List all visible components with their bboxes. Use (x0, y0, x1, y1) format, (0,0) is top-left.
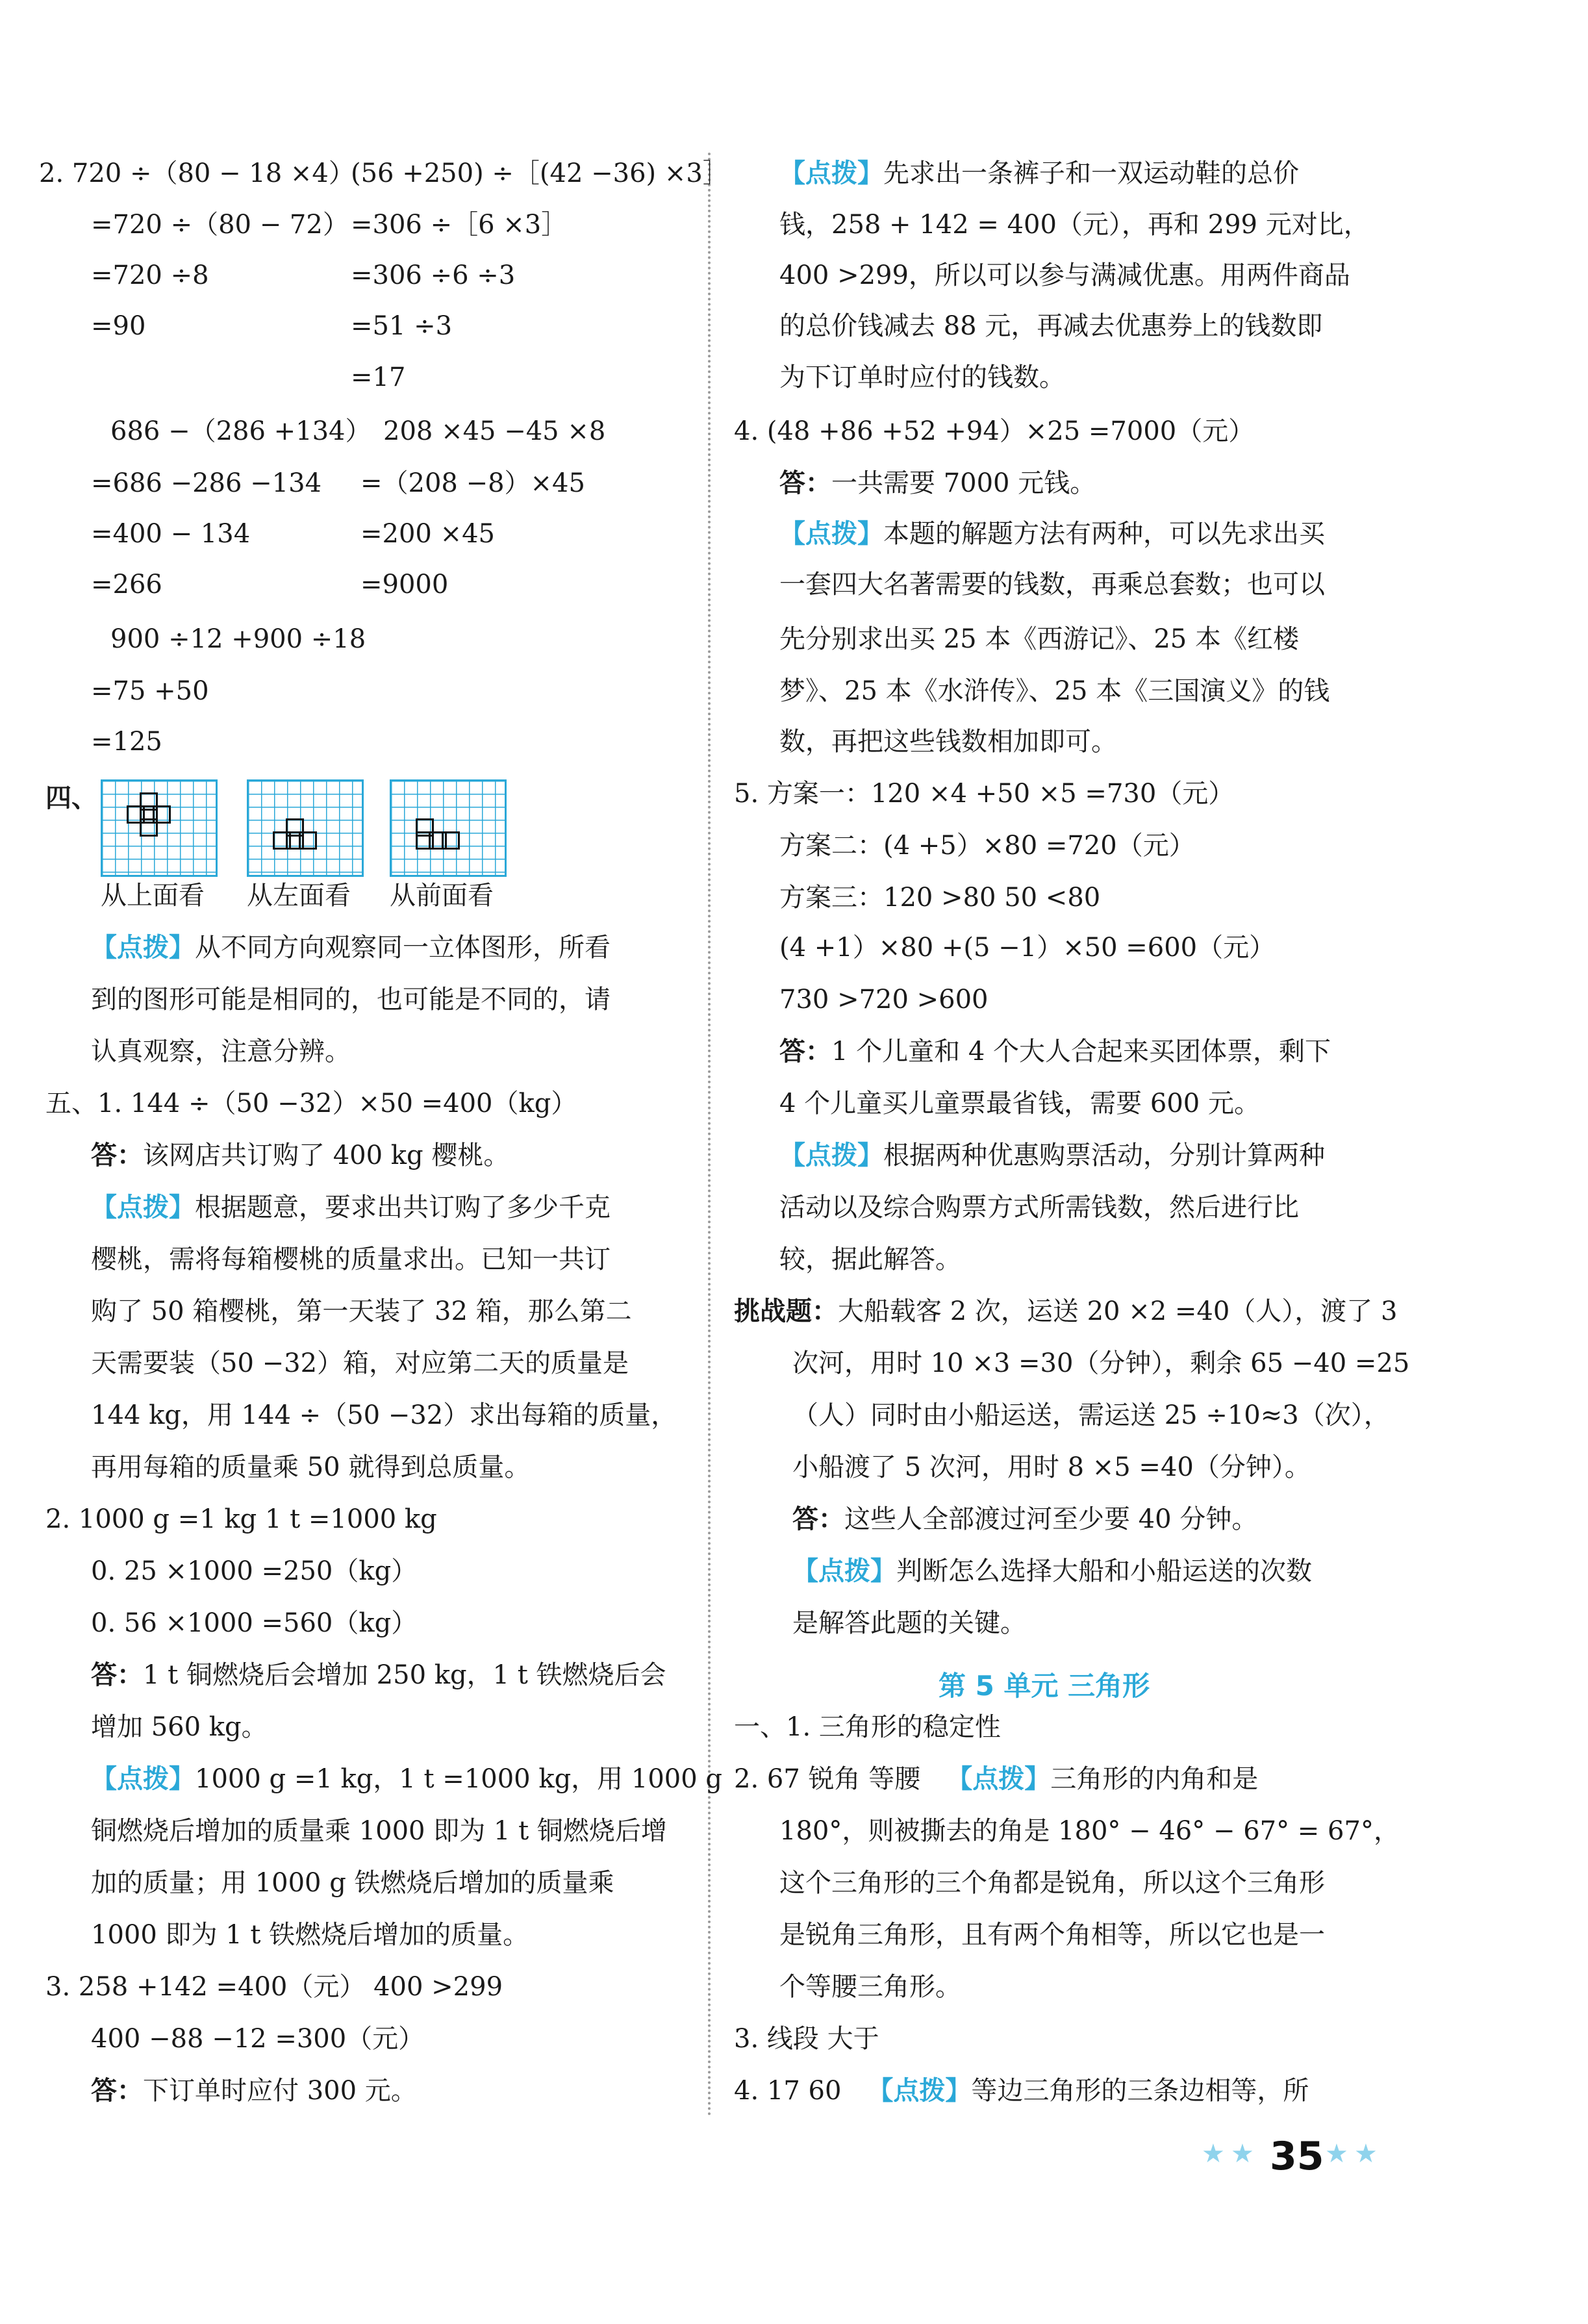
answer-label: 答： (91, 2075, 143, 2106)
answer-text: 1 t 铜燃烧后会增加 250 kg，1 t 铁燃烧后会 (143, 1660, 666, 1690)
step: =17 (351, 362, 406, 392)
answer-label: 答： (779, 1036, 831, 1067)
step: =686 −286 −134 (91, 468, 322, 498)
answer-text: 该网店共订购了 400 kg 樱桃。 (143, 1141, 510, 1170)
tip-text: 从不同方向观察同一立体图形，所看 (195, 933, 611, 963)
q5-5-step: 方案二：(4 +5）×80 =720（元） (779, 831, 1195, 861)
q5-3-step: 400 −88 −12 =300（元） (91, 2024, 425, 2054)
view-caption-front: 从前面看 (390, 881, 494, 911)
tip-4 (91, 932, 611, 963)
answer-text: 下订单时应付 300 元。 (143, 2076, 417, 2106)
answer-label: 答： (779, 468, 831, 498)
tip-text: 本题的解题方法有两种，可以先求出买 (883, 519, 1325, 549)
answer-5-1 (91, 1140, 509, 1171)
challenge (734, 1296, 1397, 1327)
tip-5-1 (91, 1192, 611, 1223)
tip-text: 是解答此题的关键。 (792, 1608, 1026, 1638)
q5-2-step: 0. 25 ×1000 =250（kg） (91, 1556, 418, 1586)
step: =400 − 134 (91, 519, 251, 549)
step: =720 ÷8 (91, 260, 209, 290)
expr: 208 ×45 −45 ×8 (383, 416, 606, 446)
answer-5-4 (779, 468, 1096, 499)
tip-text: 判断怎么选择大船和小船运送的次数 (896, 1556, 1312, 1586)
expr: 686 −（286 +134） (110, 416, 372, 446)
q5-2: 2. 1000 g =1 kg 1 t =1000 kg (45, 1504, 437, 1534)
step: =720 ÷（80 − 72） (91, 210, 349, 240)
tip-text: 先分别求出买 25 本《西游记》、25 本《红楼 (779, 624, 1299, 654)
answer-text: 4 个儿童买儿童票最省钱，需要 600 元。 (779, 1089, 1260, 1118)
step: =51 ÷3 (351, 311, 453, 341)
tip-text: 个等腰三角形。 (779, 1972, 961, 2002)
step: =9000 (360, 570, 449, 600)
unit5-q4 (734, 2075, 1309, 2106)
q5-4: 4. (48 +86 +52 +94）×25 =7000（元） (734, 416, 1255, 446)
tip-text: 天需要装（50 −32）箱，对应第二天的质量是 (91, 1348, 629, 1378)
section-4-label: 四、 (45, 783, 97, 813)
step: =（208 −8）×45 (360, 468, 585, 498)
q5-5-step: 方案三：120 >80 50 <80 (779, 883, 1101, 913)
tip-text: 是锐角三角形，且有两个角相等，所以它也是一 (779, 1920, 1325, 1950)
answer-5-3 (91, 2075, 417, 2106)
star-icon: ★ (1325, 2139, 1348, 2169)
unit5-q2-text: 2. 67 锐角 等腰 (734, 1764, 921, 1794)
tip-text: 数，再把这些钱数相加即可。 (779, 727, 1117, 757)
tip-text: 三角形的内角和是 (1050, 1764, 1259, 1794)
challenge-label: 挑战题： (734, 1296, 838, 1326)
view-caption-left: 从左面看 (247, 881, 351, 911)
tip-label: 【点拨】 (779, 1141, 883, 1170)
tip-text: 180°，则被撕去的角是 180° − 46° − 67° = 67°， (779, 1816, 1400, 1846)
q2-expr-1: 2. 720 ÷（80 − 18 ×4） (39, 158, 355, 188)
answer-text: 1 个儿童和 4 个大人合起来买团体票，剩下 (831, 1037, 1331, 1067)
q5-5: 5. 方案一：120 ×4 +50 ×5 =730（元） (734, 779, 1235, 809)
tip-text: 活动以及综合购票方式所需钱数，然后进行比 (779, 1193, 1299, 1222)
answer-5-2 (91, 1660, 666, 1691)
tip-text: 较，据此解答。 (779, 1244, 961, 1274)
tip-text: 钱，258 + 142 = 400（元），再和 299 元对比， (779, 210, 1370, 240)
answer-label: 答： (792, 1504, 844, 1534)
q5-3: 3. 258 +142 =400（元） 400 >299 (45, 1972, 503, 2002)
step: =200 ×45 (360, 519, 495, 549)
tip-text: 这个三角形的三个角都是锐角，所以这个三角形 (779, 1868, 1325, 1898)
q5-1: 五、1. 144 ÷（50 −32）×50 =400（kg） (45, 1089, 577, 1118)
answer-text: 一共需要 7000 元钱。 (831, 468, 1096, 498)
grid-left-view (247, 779, 364, 877)
tip-text: 一套四大名著需要的钱数，再乘总套数；也可以 (779, 570, 1325, 600)
tip-5-2 (91, 1763, 722, 1795)
tip-label: 【点拨】 (792, 1556, 896, 1586)
tip-5-5 (779, 1140, 1325, 1171)
column-divider (708, 153, 711, 2117)
challenge-text: （人）同时由小船运送，需运送 25 ÷10≈3（次）， (792, 1400, 1390, 1430)
tip-text: 到的图形可能是相同的，也可能是不同的，请 (91, 985, 611, 1015)
tip-text: 加的质量；用 1000 g 铁燃烧后增加的质量乘 (91, 1868, 614, 1898)
tip-text: 根据两种优惠购票活动，分别计算两种 (883, 1141, 1325, 1170)
step: =306 ÷6 ÷3 (351, 260, 516, 290)
tip-text: 梦》、25 本《水浒传》、25 本《三国演义》的钱 (779, 676, 1330, 706)
challenge-text: 大船载客 2 次，运送 20 ×2 =40（人），渡了 3 (838, 1296, 1398, 1326)
tip-text: 为下订单时应付的钱数。 (779, 362, 1065, 392)
tip-label: 【点拨】 (91, 933, 195, 963)
star-icon: ★ (1202, 2139, 1225, 2169)
step: =90 (91, 311, 146, 341)
q5-5-step: 730 >720 >600 (779, 985, 989, 1015)
tip-5-3 (779, 158, 1299, 189)
tip-text: 1000 g =1 kg，1 t =1000 kg，用 1000 g (195, 1764, 723, 1794)
tip-label: 【点拨】 (779, 158, 883, 188)
grid-top-view (101, 779, 218, 877)
star-icon: ★ (1354, 2139, 1378, 2169)
challenge-text: 次河，用时 10 ×3 =30（分钟），剩余 65 −40 =25 (792, 1348, 1410, 1378)
q5-5-step: (4 +1）×80 +(5 −1）×50 =600（元） (779, 933, 1276, 963)
tip-text: 144 kg，用 144 ÷（50 −32）求出每箱的质量， (91, 1400, 677, 1430)
page-number: 35 (1270, 2134, 1324, 2179)
q5-2-step: 0. 56 ×1000 =560（kg） (91, 1608, 418, 1638)
answer-challenge (792, 1504, 1257, 1535)
tip-text: 先求出一条裤子和一双运动鞋的总价 (883, 158, 1299, 188)
tip-text: 根据题意，要求出共订购了多少千克 (195, 1193, 611, 1222)
tip-text: 等边三角形的三条边相等，所 (971, 2076, 1309, 2106)
unit5-q3: 3. 线段 大于 (734, 2024, 879, 2054)
tip-text: 认真观察，注意分辨。 (91, 1037, 351, 1067)
tip-5-4 (779, 518, 1325, 549)
answer-text: 增加 560 kg。 (91, 1712, 268, 1742)
step: =125 (91, 727, 162, 757)
tip-text: 400 >299，所以可以参与满减优惠。用两件商品 (779, 260, 1350, 290)
tip-text: 铜燃烧后增加的质量乘 1000 即为 1 t 铜燃烧后增 (91, 1816, 667, 1846)
answer-label: 答： (91, 1140, 143, 1170)
q2-expr-2: (56 +250) ÷［(42 −36) ×3］ (351, 158, 729, 188)
step: =306 ÷［6 ×3］ (351, 210, 568, 240)
unit-5-title: 第 5 单元 三角形 (939, 1670, 1150, 1702)
tip-label: 【点拨】 (867, 2076, 972, 2106)
tip-label: 【点拨】 (91, 1193, 195, 1222)
view-caption-top: 从上面看 (101, 881, 205, 911)
expr: 900 ÷12 +900 ÷18 (110, 624, 366, 654)
step: =75 +50 (91, 676, 209, 706)
tip-label: 【点拨】 (779, 519, 883, 549)
tip-label: 【点拨】 (946, 1764, 1051, 1794)
answer-text: 这些人全部渡过河至少要 40 分钟。 (844, 1504, 1258, 1534)
answer-label: 答： (91, 1660, 143, 1690)
tip-text: 樱桃，需将每箱樱桃的质量求出。已知一共订 (91, 1244, 611, 1274)
tip-label: 【点拨】 (91, 1764, 195, 1794)
unit5-q4-text: 4. 17 60 (734, 2076, 842, 2106)
tip-text: 的总价钱减去 88 元，再减去优惠券上的钱数即 (779, 311, 1323, 341)
tip-text: 再用每箱的质量乘 50 就得到总质量。 (91, 1452, 531, 1482)
unit5-q1: 一、1. 三角形的稳定性 (734, 1712, 1001, 1742)
tip-text: 购了 50 箱樱桃，第一天装了 32 箱，那么第二 (91, 1296, 632, 1326)
challenge-text: 小船渡了 5 次河，用时 8 ×5 =40（分钟）。 (792, 1452, 1311, 1482)
tip-text: 1000 即为 1 t 铁燃烧后增加的质量。 (91, 1920, 529, 1950)
tip-challenge (792, 1556, 1312, 1587)
star-icon: ★ (1231, 2139, 1254, 2169)
grid-front-view (390, 779, 507, 877)
step: =266 (91, 570, 162, 600)
answer-5-5 (779, 1036, 1331, 1067)
unit5-q2 (734, 1763, 1258, 1795)
